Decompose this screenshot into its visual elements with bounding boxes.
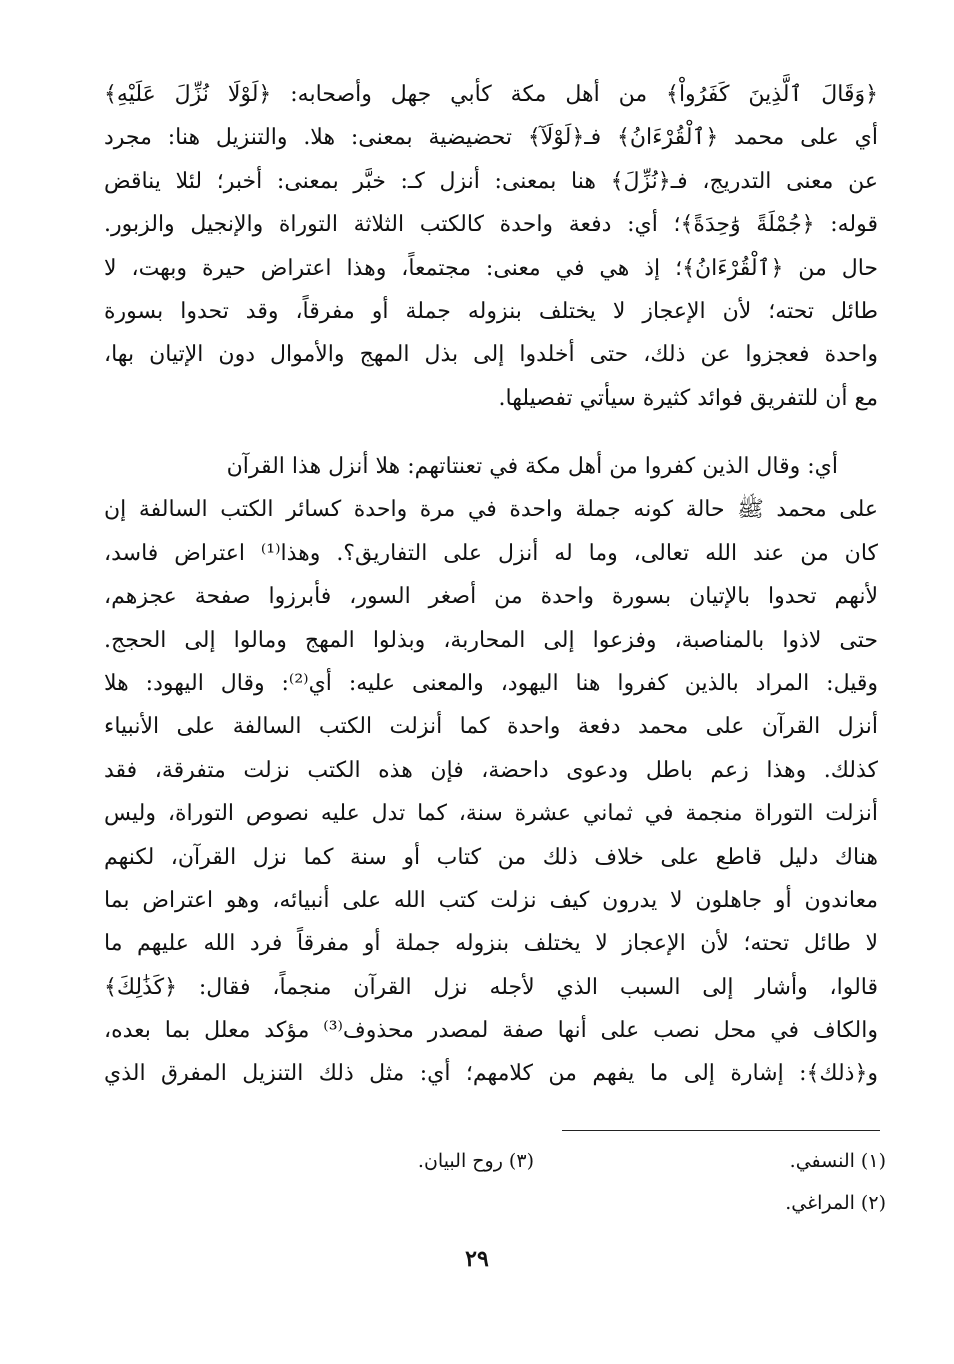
footnote-separator xyxy=(562,1130,880,1131)
text-line: واحدة فعجزوا عن ذلك، حتى أخلدوا إلى بذل المهج والأموال دون الإتيان بها، xyxy=(104,342,878,368)
text-line: هناك دليل قاطع على خلاف ذلك من كتاب أو سنة كما نزل القرآن، لكنهم xyxy=(104,844,878,870)
text-line: أي على محمد ﴿ٱلْقُرْءَانُ﴾ فـ﴿لَوْلَآ﴾ تحضيضية بمعنى: هلا. والتنزيل هنا: مجرد xyxy=(104,125,878,151)
text-line: أي: وقال الذين كفروا من أهل مكة في تعنتاتهم: هلا أنزل هذا القرآن xyxy=(226,454,838,479)
page-number: ٢٩ xyxy=(465,1246,489,1272)
text-line: حتى لاذوا بالمناصبة، وفزعوا إلى المحاربة، وبذلوا المهج ومالوا إلى الحجج. xyxy=(104,627,878,653)
text-line: والكاف في محل نصب على أنها صفة لمصدر محذوف⁽³⁾ مؤكد معلل بما بعده، xyxy=(104,1018,878,1044)
footnote-2: (٢) المراغي. xyxy=(785,1192,886,1214)
text-line: قوله: ﴿جُمْلَةً وَٰحِدَةً﴾؛ أي: دفعة واحدة كالكتب الثلاثة التوراة والإنجيل والزبور. xyxy=(104,212,878,238)
text-line: على محمد ﷺ حالة كونه جملة واحدة في مرة واحدة كسائر الكتب السالفة إن xyxy=(104,497,878,523)
text-line: أنزلت التوراة منجمة في ثماني عشرة سنة، كما تدل عليه نصوص التوراة، وليس xyxy=(104,801,878,827)
text-line: طائل تحته؛ لأن الإعجاز لا يختلف بنزوله جملة أو مفرقاً، وقد تحدوا بسورة xyxy=(104,298,878,324)
footnote-3: (٣) روح البيان. xyxy=(417,1150,534,1172)
paragraph-1 xyxy=(104,73,878,420)
paragraph-2 xyxy=(104,445,878,1096)
text-line: كذلك. وهذا زعم باطل ودعوى داحضة، فإن هذه الكتب نزلت متفرقة، فقد xyxy=(104,757,878,783)
text-line: حال من ﴿ٱلْقُرْءَانُ﴾؛ إذ هي في معنى: مجتمعاً، وهذا اعتراض حيرة وبهت، لا xyxy=(104,255,878,281)
text-line: لا طائل تحته؛ لأن الإعجاز لا يختلف بنزوله جملة أو مفرقاً فرد الله عليهم ما xyxy=(104,931,878,957)
footnote-1: (١) النسفي. xyxy=(789,1150,886,1172)
text-line: ﴿وَقَالَ ٱلَّذِينَ كَفَرُواْ﴾ من أهل مكة كأبي جهل وأصحابه: ﴿لَوْلَا نُزِّلَ عَلَيْهِ﴾ xyxy=(104,82,878,107)
text-line: عن معنى التدريج، فـ﴿نُزِّلَ﴾ هنا بمعنى: أنزل كـ: خبَّر بمعنى: أخبر؛ لئلا يناقض xyxy=(104,168,878,194)
text-line: كان من عند الله تعالى، وما له أنزل على التفاريق؟. وهذا⁽¹⁾ اعتراض فاسد، xyxy=(104,540,878,566)
text-line: و﴿ذلك﴾: إشارة إلى ما يفهم من كلامهم؛ أي: مثل ذلك التنزيل المفرق الذي xyxy=(104,1061,878,1087)
text-line: مع أن للتفريق فوائد كثيرة سيأتي تفصيلها. xyxy=(498,385,878,411)
text-line: لأنهم تحدوا بالإتيان بسورة واحدة من أصغر السور، فأبرزوا صفحة عجزهم، xyxy=(104,584,878,610)
text-line: معاندون أو جاهلون لا يدرون كيف نزلت كتب الله على أنبيائه، وهو اعتراض بما xyxy=(104,887,878,913)
text-line: أنزل القرآن على محمد دفعة واحدة كما أنزلت الكتب السالفة على الأنبياء xyxy=(104,714,878,740)
text-line: قالوا، وأشار إلى السبب الذي لأجله نزل القرآن منجماً، فقال: ﴿كَذَٰلِكَ﴾ xyxy=(104,974,878,1000)
text-line: وقيل: المراد بالذين كفروا هنا اليهود، والمعنى عليه: أي⁽²⁾: وقال اليهود: هلا xyxy=(104,670,878,696)
